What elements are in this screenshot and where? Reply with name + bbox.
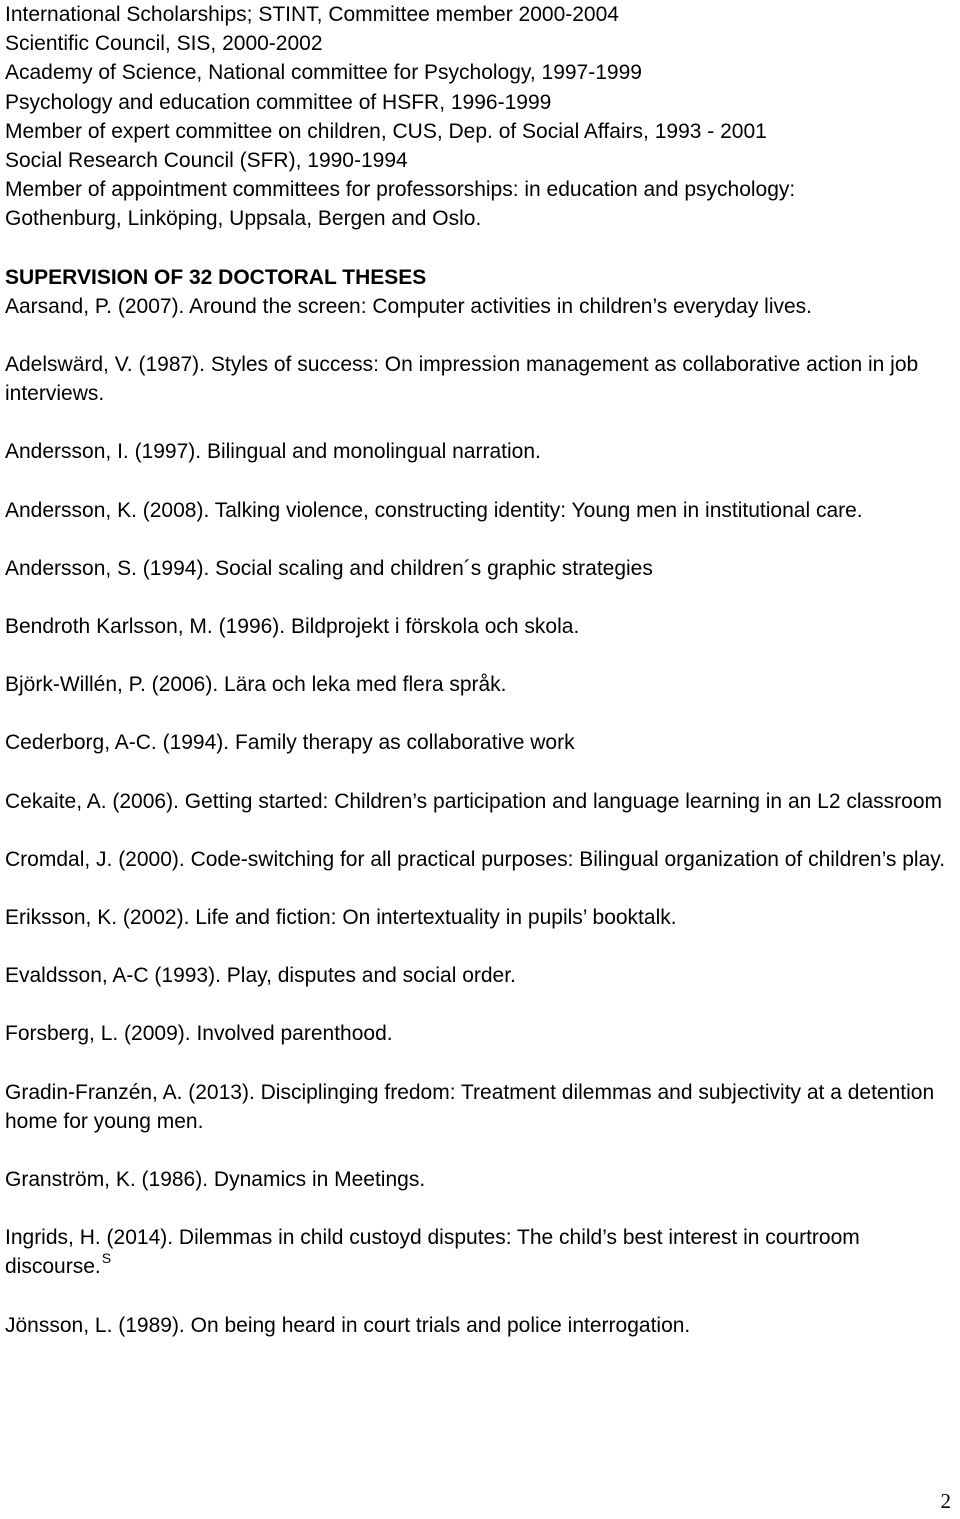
thesis-author: Cromdal, J. (2000). xyxy=(5,847,185,871)
thesis-entry xyxy=(5,350,950,408)
thesis-author: Gradin-Franzén, A. (2013). xyxy=(5,1080,255,1104)
committee-line: Psychology and education committee of HSFR, 1996-1999 xyxy=(5,90,552,114)
thesis-entry xyxy=(5,496,950,525)
thesis-author: Granström, K. (1986). xyxy=(5,1168,209,1192)
thesis-title: Lära och leka med flera språk. xyxy=(224,673,507,697)
thesis-entry xyxy=(5,612,950,641)
thesis-entry xyxy=(5,1311,950,1340)
committee-line: Member of expert committee on children, CUS, Dep. of Social Affairs, 1993 - 2001 xyxy=(5,119,767,143)
committee-line: Member of appointment committees for professorships: in education and psychology: xyxy=(5,178,796,202)
committee-line: Gothenburg, Linköping, Uppsala, Bergen and Oslo. xyxy=(5,207,482,231)
thesis-author: Andersson, I. (1997). xyxy=(5,440,202,464)
thesis-entry xyxy=(5,437,950,466)
thesis-title: Disciplinging fredom: Treatment dilemmas and subjectivity at a detention home for young men. xyxy=(5,1080,935,1133)
footnote-marker: S xyxy=(101,1250,112,1267)
thesis-author: Evaldsson, A-C (1993). xyxy=(5,964,221,988)
thesis-entry xyxy=(5,1078,950,1136)
thesis-title: Dynamics in Meetings. xyxy=(213,1168,426,1192)
thesis-title: Social scaling and children´s graphic strategies xyxy=(215,556,653,580)
thesis-entry xyxy=(5,292,950,321)
thesis-title: Play, disputes and social order. xyxy=(226,964,516,988)
thesis-entry xyxy=(5,1223,950,1281)
thesis-author: Cederborg, A-C. (1994). xyxy=(5,731,230,755)
document-page xyxy=(5,0,950,1369)
thesis-author: Jönsson, L. (1989). xyxy=(5,1313,185,1337)
thesis-title: Code-switching for all practical purposes: Bilingual organization of children’s play. xyxy=(190,847,946,871)
thesis-title: Bildprojekt i förskola och skola. xyxy=(290,615,580,639)
thesis-title: Dilemmas in child custoyd disputes: The child’s best interest in courtroom discourse. xyxy=(5,1226,860,1279)
thesis-title: Family therapy as collaborative work xyxy=(234,731,575,755)
theses-list xyxy=(5,292,950,1340)
thesis-title: Talking violence, constructing identity: Young men in institutional care. xyxy=(214,498,863,522)
thesis-title: Bilingual and monolingual narration. xyxy=(206,440,541,464)
thesis-title: Styles of success: On impression management as collaborative action in job interviews. xyxy=(5,353,919,406)
thesis-entry xyxy=(5,845,950,874)
thesis-author: Cekaite, A. (2006). xyxy=(5,789,179,813)
thesis-entry xyxy=(5,554,950,583)
thesis-entry xyxy=(5,787,950,816)
thesis-entry xyxy=(5,728,950,757)
thesis-entry xyxy=(5,1019,950,1048)
thesis-author: Forsberg, L. (2009). xyxy=(5,1022,191,1046)
thesis-title: Involved parenthood. xyxy=(196,1022,393,1046)
thesis-author: Björk-Willén, P. (2006). xyxy=(5,673,219,697)
thesis-entry xyxy=(5,961,950,990)
thesis-title: On being heard in court trials and police interrogation. xyxy=(190,1313,691,1337)
committee-line: Academy of Science, National committee for Psychology, 1997-1999 xyxy=(5,61,642,85)
committee-list xyxy=(5,0,950,234)
thesis-title: Getting started: Children’s participation and language learning in an L2 classroom xyxy=(184,789,943,813)
thesis-author: Ingrids, H. (2014). xyxy=(5,1226,174,1250)
page-number: 2 xyxy=(940,1489,951,1513)
thesis-title: Life and fiction: On intertextuality in pupils’ booktalk. xyxy=(195,906,677,930)
thesis-entry xyxy=(5,670,950,699)
thesis-author: Andersson, S. (1994). xyxy=(5,556,210,580)
thesis-author: Aarsand, P. (2007). xyxy=(5,294,185,318)
committee-line: Social Research Council (SFR), 1990-1994 xyxy=(5,149,408,173)
thesis-author: Bendroth Karlsson, M. (1996). xyxy=(5,615,286,639)
section-heading: SUPERVISION OF 32 DOCTORAL THESES xyxy=(5,265,427,289)
thesis-entry xyxy=(5,1165,950,1194)
thesis-author: Eriksson, K. (2002). xyxy=(5,906,190,930)
thesis-author: Andersson, K. (2008). xyxy=(5,498,210,522)
thesis-title: Around the screen: Computer activities in children’s everyday lives. xyxy=(189,294,812,318)
thesis-author: Adelswärd, V. (1987). xyxy=(5,353,206,377)
committee-line: Scientific Council, SIS, 2000-2002 xyxy=(5,32,323,56)
committee-line: International Scholarships; STINT, Committee member 2000-2004 xyxy=(5,3,619,26)
thesis-entry xyxy=(5,903,950,932)
